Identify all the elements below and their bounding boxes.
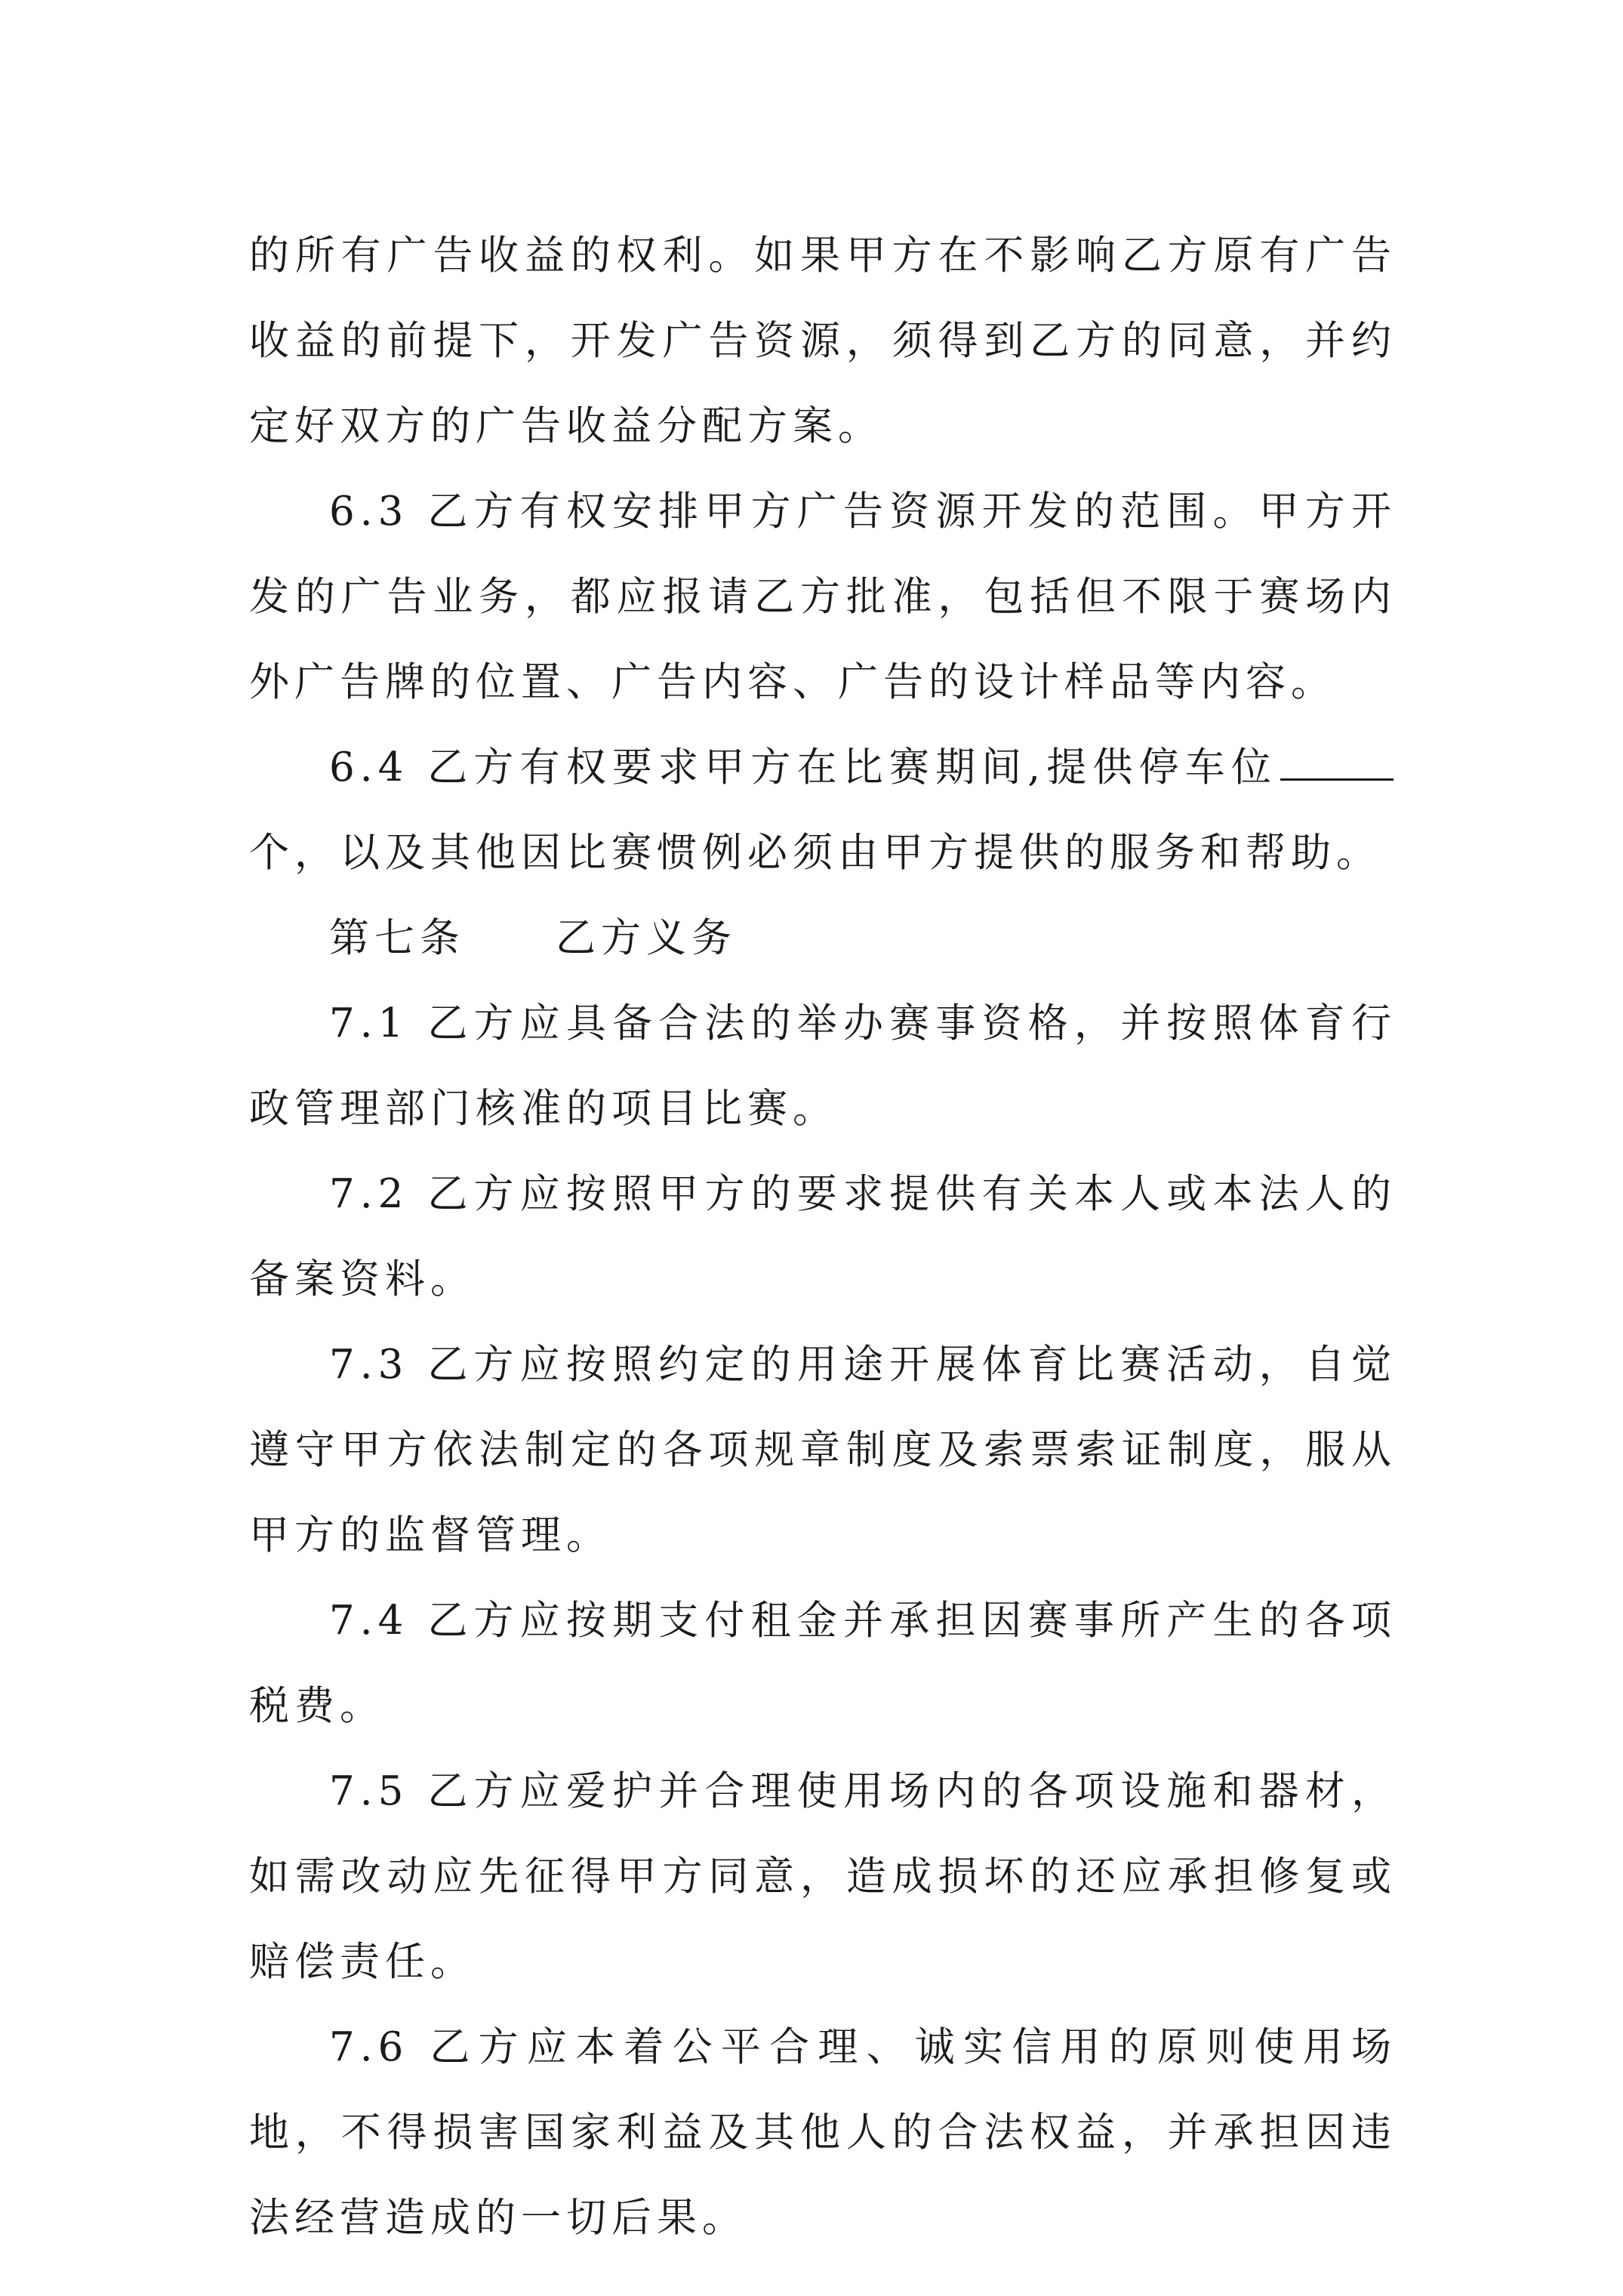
parking-count-blank — [1280, 748, 1394, 781]
paragraph-7-5: 7.5 乙方应爱护并合理使用场内的各项设施和器材，如需改动应先征得甲方同意，造成损坏的还应承担修复或赔偿责任。 — [249, 1768, 1397, 1985]
paragraph-7-3: 7.3 乙方应按照约定的用途开展体育比赛活动，自觉遵守甲方依法制定的各项规章制度及索票索证制度，服从甲方的监督管理。 — [249, 1342, 1397, 1558]
article-7-heading: 第七条 乙方义务 — [329, 915, 737, 961]
paragraph-6-4-after-blank: 个，以及其他因比赛惯例必须由甲方提供的服务和帮助。 — [249, 830, 1381, 876]
paragraph-7-4: 7.4 乙方应按期支付租金并承担因赛事所产生的各项税费。 — [249, 1598, 1397, 1729]
contract-body — [249, 213, 1397, 2261]
paragraph-7-2: 7.2 乙方应按照甲方的要求提供有关本人或本法人的备案资料。 — [249, 1171, 1397, 1302]
paragraph-6-2-continuation: 的所有广告收益的权利。如果甲方在不影响乙方原有广告收益的前提下，开发广告资源，须得到乙方的同意，并约定好双方的广告收益分配方案。 — [249, 233, 1397, 449]
paragraph-7-1: 7.1 乙方应具备合法的举办赛事资格，并按照体育行政管理部门核准的项目比赛。 — [249, 1000, 1397, 1132]
paragraph-6-3: 6.3 乙方有权安排甲方广告资源开发的范围。甲方开发的广告业务，都应报请乙方批准，包括但不限于赛场内外广告牌的位置、广告内容、广告的设计样品等内容。 — [249, 488, 1397, 705]
paragraph-6-4-before-blank: 6.4 乙方有权要求甲方在比赛期间,提供停车位 — [329, 744, 1277, 791]
paragraph-6-4 — [249, 725, 1397, 895]
paragraph-7-6: 7.6 乙方应本着公平合理、诚实信用的原则使用场地，不得损害国家利益及其他人的合法权益，并承担因违法经营造成的一切后果。 — [249, 2024, 1397, 2241]
